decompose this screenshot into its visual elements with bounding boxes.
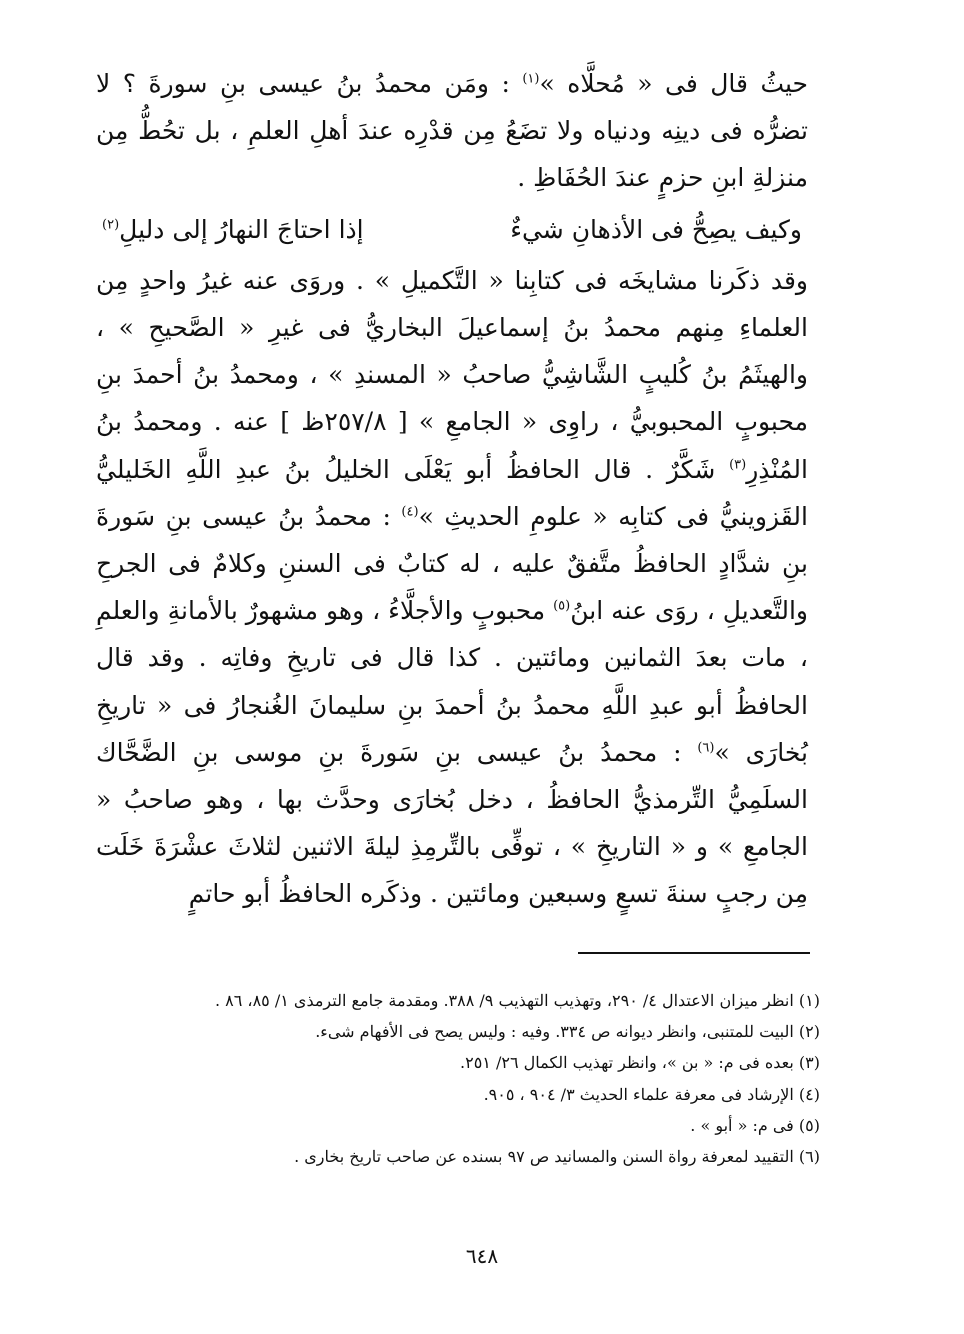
footnotes-list xyxy=(96,985,820,1172)
verse-hemistich-left-wrap xyxy=(102,206,364,253)
footnote-4: (٤) الإرشاد فى معرفة علماء الحديث ٣/ ٩٠٤ ، ٩٠٥. xyxy=(483,1084,820,1104)
paragraph-2-text-d: محبوبٍ والأجلَّاءُ ، وهو مشهورٌ بالأمانةِ والعلمِ ، مات بعدَ الثمانين ومائتين . كذا قال فى تاريخِ وفاتِه . وقد قال الحافظُ أبو عبدِ اللَّهِ محمدُ بنُ أحمدَ بنِ سليمانَ الغُنجارُ فى « تاريخِ بُخارَى » xyxy=(96,596,808,767)
paragraph-1-text-b: : ومَن محمدُ بنُ عيسى بنِ سورةَ ؟ لا تضرُّه فى دينِه ودنياه ولا تضَعُ مِن قدْرِه عندَ أهلِ العلمِ ، بل تحُطُّ مِن منزلةِ ابنِ حزمٍ عندَ الحُفَاظِ . xyxy=(96,69,808,193)
page-number: ٦٤٨ xyxy=(465,1244,499,1268)
footnote-5: (٥) فى م: « أبو » . xyxy=(690,1115,820,1135)
footnote-ref-4: (٤) xyxy=(401,504,419,520)
paragraph-1 xyxy=(96,60,808,202)
paragraph-2-text-c: : محمدُ بنُ عيسى بنِ سَورةَ بنِ شدَّادٍ الحافظُ متَّفقٌ عليه ، له كتابٌ فى السننِ وكلامٌ فى الجرحِ والتَّعديلِ ، روَى عنه ابنُ xyxy=(96,501,809,626)
verse-hemistich-left: إذا احتاجَ النهارُ إلى دليلِ xyxy=(119,214,364,244)
footnote-ref-3: (٣) xyxy=(729,457,747,473)
footnote-6: (٦) التقييد لمعرفة رواة السنن والمسانيد ص ٩٧ بسنده عن صاحب تاريخ بخارى . xyxy=(294,1147,820,1167)
paragraph-2-text-b: شَكَّرٌ . قال الحافظُ أبو يَعْلَى الخليلُ بنُ عبدِ اللَّهِ الخَليليُّ القَزوينيُّ فى كتابِه « علومِ الحديثِ » xyxy=(96,454,808,531)
footnote-1: (١) انظر ميزان الاعتدال ٤/ ٢٩٠، وتهذيب التهذيب ٩/ ٣٨٨. ومقدمة جامع الترمذى ١/ ٨٥، ٨٦ . xyxy=(214,991,820,1010)
footnote-divider xyxy=(578,952,810,954)
paragraph-2-text-a: وقد ذكَرنا مشايخَه فى كتابِنا « التَّكميلِ » . وروَى عنه غيرُ واحدٍ مِن العلماءِ مِنهم محمدُ بنُ إسماعيلَ البخاريُّ فى غيرِ « الصَّحيحِ » ، والهيثَمُ بنُ كُليبٍ الشَّاشِيُّ صاحبُ « المسندِ » ، ومحمدُ بنُ أحمدَ بنِ محبوبٍ المحبوبيُّ ، راوِى « الجامعِ » [ ٢٥٧/٨ظ ] عنه . ومحمدُ بنُ المُنْذِرِ xyxy=(96,265,808,484)
verse-hemistich-right: وكيف يصِحُّ فى الأذهانِ شيءٌ xyxy=(510,214,802,244)
footnote-ref-1: (١) xyxy=(522,71,540,87)
footnote-ref-6: (٦) xyxy=(697,740,715,756)
footnote-2: (٢) البيت للمتنبى، وانظر ديوانه ص ٣٣٤. وفيه : وليس يصح فى الأفهام شىء. xyxy=(315,1022,820,1042)
paragraph-2 xyxy=(96,257,808,918)
footnote-ref-2: (٢) xyxy=(102,217,120,233)
paragraph-2-text-e: : محمدُ بنُ عيسى بنِ سَورةَ بنِ موسى بنِ الضَّحَّاك السلَمِيُّ التِّرمذيُّ الحافظُ ، دخل بُخارَى وحدَّث بها ، وهو صاحبُ « الجامعِ » و « التاريخِ » ، توفِّى بالتِّرمِذِ ليلةَ الاثنين لثلاثَ عشْرَةَ خَلَت مِن رجبٍ سنةَ تسعٍ وسبعين ومائتين . وذكَره الحافظُ أبو حاتمٍ xyxy=(96,737,808,909)
footnote-ref-5: (٥) xyxy=(553,598,571,614)
paragraph-1-text-a: حيثُ قال فى « مُحلَّاه » xyxy=(539,69,809,98)
footnote-3: (٣) بعده فى م: « بن »، وانظر تهذيب الكمال ٢٦/ ٢٥١. xyxy=(460,1053,820,1073)
main-text xyxy=(96,60,808,918)
verse-line xyxy=(96,206,808,253)
